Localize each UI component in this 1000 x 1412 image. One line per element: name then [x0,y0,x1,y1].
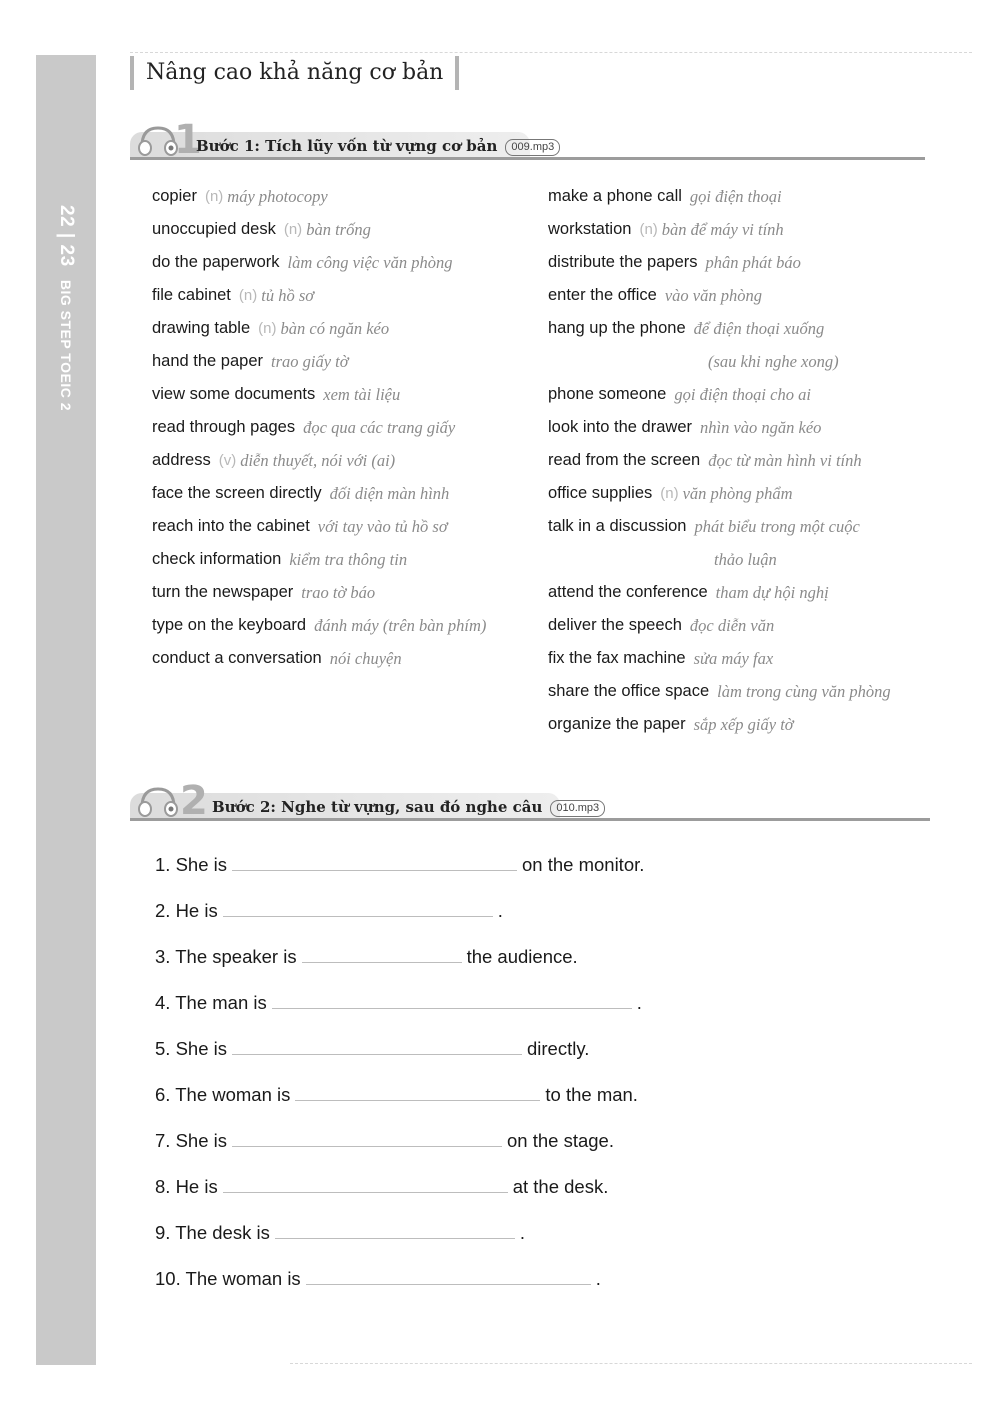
vocab-meaning: sắp xếp giấy tờ [693,715,794,734]
step1-rule [130,157,925,160]
vocab-item [152,378,532,411]
answer-blank[interactable] [232,854,517,871]
sentence-item [155,1072,915,1118]
vocab-meaning: nhìn vào ngăn kéo [700,418,822,437]
sentence-end: on the stage. [507,1130,614,1151]
vocab-meaning: bàn có ngăn kéo [280,319,390,338]
vocab-term: check information [152,550,282,568]
vocab-part-of-speech: (n) [238,287,258,304]
vocab-part-of-speech: (n) [204,188,224,205]
vocab-term: reach into the cabinet [152,517,310,535]
vocab-part-of-speech: (n) [258,320,277,337]
book-title: BIG STEP TOEIC 2 [58,279,74,412]
vocab-term: read through pages [152,418,296,436]
vocab-term: make a phone call [548,187,682,205]
sentence-item [155,1118,915,1164]
sentence-start: 7. She is [155,1130,227,1151]
sentence-end: the audience. [466,946,578,967]
sentence-start: 1. She is [155,854,227,875]
vocab-term: do the paperwork [152,253,280,271]
vocab-meaning: tham dự hội nghị [715,583,829,602]
step2-audio-badge[interactable]: 010.mp3 [550,800,605,817]
sentence-end: to the man. [545,1084,638,1105]
answer-blank[interactable] [232,1130,502,1147]
vocab-term: organize the paper [548,715,686,733]
sentence-start: 9. The desk is [155,1222,270,1243]
sentence-start: 5. She is [155,1038,227,1059]
vocab-item [152,180,532,213]
vocab-meaning: làm công việc văn phòng [287,253,453,272]
vocab-meaning: trao tờ báo [301,583,376,602]
vocab-list-right [548,180,938,741]
page-numbers: 22 | 23 [56,205,77,267]
vocab-meaning: đối diện màn hình [329,484,450,503]
vocab-meaning: xem tài liệu [323,385,401,404]
vocab-meaning-continued: thảo luận [714,550,777,569]
step1-title: Bước 1: Tích lũy vốn từ vựng cơ bản [196,137,498,155]
vocab-item [152,576,532,609]
step1-number: 1 [174,117,202,163]
vocab-meaning: làm trong cùng văn phòng [717,682,891,701]
bottom-divider [290,1363,972,1364]
vocab-item [548,180,938,213]
vocab-item [548,378,938,411]
vocab-item [152,312,532,345]
vocab-term: share the office space [548,682,710,700]
step2-title-row [212,797,605,817]
vocab-term: look into the drawer [548,418,692,436]
headphones-icon [136,785,180,819]
vocab-item [548,444,938,477]
vocab-meaning: kiểm tra thông tin [289,550,408,569]
sentence-item [155,1026,915,1072]
answer-blank[interactable] [223,900,493,917]
sentence-item [155,1210,915,1256]
vocab-meaning: tủ hồ sơ [261,286,315,305]
vocab-term: turn the newspaper [152,583,294,601]
answer-blank[interactable] [302,946,462,963]
vocab-meaning: diễn thuyết, nói với (ai) [240,451,396,470]
vocab-item [548,576,938,609]
sentence-end: . [519,1222,525,1243]
vocab-list-left [152,180,532,675]
step1-title-row [196,136,560,156]
vocab-meaning: sửa máy fax [693,649,774,668]
answer-blank[interactable] [306,1268,591,1285]
vocab-term: drawing table [152,319,251,337]
vocab-item [548,675,938,708]
vocab-meaning: để điện thoại xuống [693,319,825,338]
vocab-item [548,477,938,510]
sentence-item [155,934,915,980]
vocab-meaning: bàn để máy vi tính [661,220,784,239]
vocab-item [548,213,938,246]
step1-audio-badge[interactable]: 009.mp3 [505,139,560,156]
vocab-term: address [152,451,211,469]
vocab-meaning: gọi điện thoại [689,187,782,206]
sentence-end: . [595,1268,601,1289]
answer-blank[interactable] [272,992,632,1009]
vocab-item [152,510,532,543]
sentence-item [155,980,915,1026]
vocab-item [152,477,532,510]
answer-blank[interactable] [223,1176,508,1193]
vocab-meaning: vào văn phòng [664,286,763,305]
sentence-start: 8. He is [155,1176,218,1197]
vocab-term: unoccupied desk [152,220,276,238]
answer-blank[interactable] [295,1084,540,1101]
sentence-end: at the desk. [512,1176,609,1197]
vocab-term: read from the screen [548,451,701,469]
vocab-meaning: phân phát báo [705,253,801,272]
vocab-item [548,708,938,741]
vocab-item [152,246,532,279]
sentence-start: 6. The woman is [155,1084,291,1105]
vocab-item [548,279,938,312]
sentence-item [155,1164,915,1210]
vocab-item [548,411,938,444]
sentence-start: 10. The woman is [155,1268,301,1289]
sentence-item [155,888,915,934]
vocab-meaning: đánh máy (trên bàn phím) [314,616,487,635]
vocab-item [152,411,532,444]
vocab-item [152,543,532,576]
vocab-part-of-speech: (n) [660,485,679,502]
sentence-start: 3. The speaker is [155,946,297,967]
vocab-term: type on the keyboard [152,616,307,634]
vocab-meaning: đọc qua các trang giấy [303,418,456,437]
answer-blank[interactable] [275,1222,515,1239]
vocab-term: distribute the papers [548,253,698,271]
vocab-meaning: đọc từ màn hình vi tính [708,451,862,470]
top-divider [130,52,972,53]
vocab-item [548,510,938,576]
vocab-item [152,609,532,642]
vocab-item [152,444,532,477]
vocab-term: phone someone [548,385,667,403]
vocab-term: workstation [548,220,632,238]
vocab-meaning: máy photocopy [227,187,328,206]
vocab-meaning: văn phòng phẩm [682,484,793,503]
vocab-term: enter the office [548,286,657,304]
sentence-start: 4. The man is [155,992,267,1013]
vocab-term: fix the fax machine [548,649,686,667]
vocab-item [548,312,938,378]
vocab-item [548,642,938,675]
vocab-term: hang up the phone [548,319,686,337]
vocab-term: hand the paper [152,352,264,370]
answer-blank[interactable] [232,1038,522,1055]
vocab-part-of-speech: (n) [639,221,658,238]
vocab-meaning: với tay vào tủ hồ sơ [317,517,448,536]
vocab-item [548,609,938,642]
vocab-part-of-speech: (v) [218,452,237,469]
vocab-meaning: phát biểu trong một cuộc [694,517,860,536]
vocab-item [152,213,532,246]
vocab-meaning: nói chuyện [329,649,402,668]
sentence-start: 2. He is [155,900,218,921]
vocab-meaning: đọc diễn văn [689,616,775,635]
vocab-meaning: trao giấy tờ [271,352,349,371]
vocab-meaning-continued: (sau khi nghe xong) [708,352,839,371]
vocab-item [152,279,532,312]
sentence-item [155,842,915,888]
vocab-term: talk in a discussion [548,517,687,535]
vocab-item [548,246,938,279]
sentence-list [155,842,915,1302]
vocab-term: face the screen directly [152,484,322,502]
side-label [55,205,77,411]
sentence-end: . [497,900,503,921]
vocab-term: view some documents [152,385,316,403]
vocab-term: copier [152,187,197,205]
vocab-term: deliver the speech [548,616,682,634]
vocab-term: file cabinet [152,286,231,304]
vocab-term: conduct a conversation [152,649,322,667]
vocab-term: office supplies [548,484,653,502]
sentence-end: on the monitor. [522,854,645,875]
step2-rule [130,818,930,821]
vocab-term: attend the conference [548,583,708,601]
page-title: Nâng cao khả năng cơ bản [130,56,459,90]
sentence-end: directly. [527,1038,590,1059]
vocab-meaning: bàn trống [306,220,371,239]
vocab-item [152,642,532,675]
vocab-item [152,345,532,378]
sentence-item [155,1256,915,1302]
step2-title: Bước 2: Nghe từ vựng, sau đó nghe câu [212,798,543,816]
vocab-part-of-speech: (n) [283,221,303,238]
vocab-meaning: gọi điện thoại cho ai [674,385,811,404]
sentence-end: . [636,992,642,1013]
step2-number: 2 [180,778,208,824]
